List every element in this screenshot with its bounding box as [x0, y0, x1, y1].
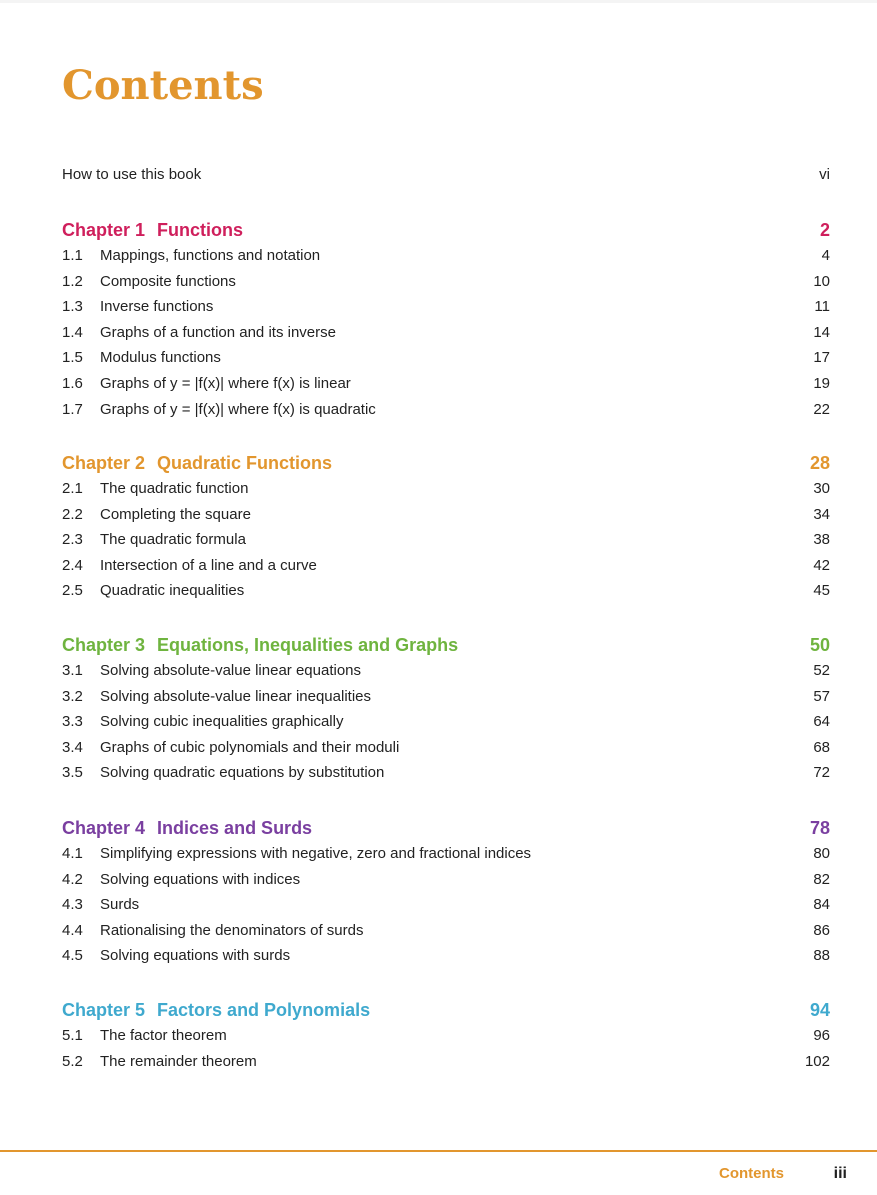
section-title: Surds — [100, 896, 140, 914]
section-number: 3.4 — [62, 738, 83, 756]
toc-section-row[interactable] — [62, 371, 830, 397]
toc-section-row[interactable] — [62, 1023, 830, 1049]
toc-section-row[interactable] — [62, 397, 830, 423]
section-page: 14 — [813, 323, 830, 341]
section-page: 52 — [813, 662, 830, 679]
toc-section-row[interactable] — [62, 502, 830, 528]
section-title: Simplifying expressions with negative, zero and fractional indices — [100, 845, 532, 862]
section-list — [62, 841, 830, 969]
chapter-page: 50 — [809, 635, 830, 655]
toc-section-row[interactable] — [62, 735, 830, 761]
chapter-3 — [62, 632, 830, 786]
section-number: 2.1 — [62, 480, 83, 497]
section-title: Graphs of y = |f(x)| where f(x) is quadratic — [100, 400, 376, 418]
section-title: Rationalising the denominators of surds — [100, 921, 364, 939]
section-page: 42 — [813, 556, 830, 574]
toc-section-row[interactable] — [62, 527, 830, 553]
section-number: 4.2 — [62, 870, 83, 888]
section-number: 1.6 — [62, 374, 83, 392]
toc-section-row[interactable] — [62, 345, 830, 371]
section-page: 17 — [813, 349, 830, 367]
chapter-number: Chapter 3 — [62, 635, 146, 655]
section-number: 2.3 — [62, 531, 83, 549]
section-page: 57 — [813, 687, 830, 705]
section-list — [62, 243, 830, 422]
section-number: 3.5 — [62, 764, 83, 782]
toc-section-row[interactable] — [62, 943, 830, 969]
chapter-number: Chapter 4 — [62, 818, 146, 838]
chapter-number: Chapter 2 — [62, 453, 146, 473]
section-page: 38 — [813, 531, 830, 549]
toc-section-row[interactable] — [62, 658, 830, 684]
section-title: Quadratic inequalities — [100, 582, 245, 600]
section-number: 4.4 — [62, 921, 83, 939]
toc-section-row[interactable] — [62, 578, 830, 604]
chapter-heading[interactable] — [62, 997, 830, 1023]
toc-section-row[interactable] — [62, 269, 830, 295]
chapter-title: Factors and Polynomials — [157, 1000, 371, 1020]
section-title: Composite functions — [100, 272, 236, 290]
toc-section-row[interactable] — [62, 294, 830, 320]
section-page: 96 — [813, 1027, 830, 1044]
section-number: 1.7 — [62, 400, 83, 418]
section-page: 34 — [813, 505, 830, 523]
toc-section-row[interactable] — [62, 709, 830, 735]
toc-intro-row[interactable] — [62, 164, 830, 186]
section-page: 80 — [813, 845, 830, 862]
section-number: 3.1 — [62, 662, 83, 679]
chapter-heading[interactable] — [62, 217, 830, 243]
chapter-title: Functions — [157, 220, 244, 240]
section-number: 4.5 — [62, 947, 83, 965]
chapter-title: Equations, Inequalities and Graphs — [157, 635, 459, 655]
toc-section-row[interactable] — [62, 243, 830, 269]
section-title: Solving quadratic equations by substitution — [100, 764, 385, 782]
section-page: 68 — [813, 738, 830, 756]
toc-section-row[interactable] — [62, 918, 830, 944]
footer-label: Contents — [719, 1165, 784, 1182]
section-number: 1.4 — [62, 323, 83, 341]
page-title: Contents — [62, 62, 264, 109]
section-page: 72 — [813, 764, 830, 782]
chapter-1 — [62, 217, 830, 422]
chapter-2 — [62, 450, 830, 604]
section-title: Solving cubic inequalities graphically — [100, 713, 344, 731]
toc-section-row[interactable] — [62, 684, 830, 710]
section-title: Completing the square — [100, 505, 251, 523]
section-number: 2.5 — [62, 582, 83, 600]
chapter-4 — [62, 815, 830, 969]
chapter-number: Chapter 1 — [62, 220, 146, 240]
section-page: 45 — [813, 582, 830, 600]
section-list — [62, 658, 830, 786]
chapter-heading[interactable] — [62, 815, 830, 841]
section-title: The factor theorem — [100, 1027, 227, 1044]
section-title: Intersection of a line and a curve — [100, 556, 317, 574]
chapter-page: 94 — [809, 1000, 830, 1020]
chapter-number: Chapter 5 — [62, 1000, 146, 1020]
section-title: Solving equations with indices — [100, 870, 301, 888]
section-title: Mappings, functions and notation — [100, 247, 321, 264]
toc-section-row[interactable] — [62, 553, 830, 579]
toc-section-row[interactable] — [62, 320, 830, 346]
section-title: Graphs of y = |f(x)| where f(x) is linear — [100, 374, 351, 392]
section-page: 88 — [813, 947, 830, 965]
section-page: 10 — [813, 272, 830, 290]
section-list — [62, 476, 830, 604]
toc-section-row[interactable] — [62, 1049, 830, 1075]
section-number: 1.1 — [62, 247, 83, 264]
section-number: 2.4 — [62, 556, 83, 574]
section-number: 1.2 — [62, 272, 83, 290]
section-title: Solving equations with surds — [100, 947, 291, 965]
section-page: 11 — [814, 298, 830, 316]
section-title: The quadratic formula — [100, 531, 246, 549]
section-title: The remainder theorem — [100, 1052, 257, 1070]
section-title: The quadratic function — [100, 480, 249, 497]
section-page: 86 — [813, 921, 830, 939]
intro-label: How to use this book — [62, 166, 202, 183]
top-edge-rule — [0, 0, 877, 3]
section-number: 2.2 — [62, 505, 83, 523]
section-number: 5.1 — [62, 1027, 83, 1044]
section-title: Graphs of cubic polynomials and their moduli — [100, 738, 400, 756]
section-page: 22 — [813, 400, 830, 418]
section-number: 1.3 — [62, 298, 83, 316]
toc-section-row[interactable] — [62, 760, 830, 786]
chapter-heading[interactable] — [62, 450, 830, 476]
section-page: 19 — [813, 374, 830, 392]
footer-rule — [0, 1150, 877, 1152]
toc-section-row[interactable] — [62, 476, 830, 502]
section-number: 4.1 — [62, 845, 83, 862]
intro-page: vi — [819, 166, 830, 183]
section-page: 4 — [821, 247, 830, 264]
toc-section-row[interactable] — [62, 892, 830, 918]
chapter-title: Indices and Surds — [157, 818, 313, 838]
section-list — [62, 1023, 830, 1074]
section-page: 82 — [813, 870, 830, 888]
section-page: 84 — [813, 896, 830, 914]
toc-section-row[interactable] — [62, 867, 830, 893]
chapter-heading[interactable] — [62, 632, 830, 658]
section-number: 4.3 — [62, 896, 83, 914]
footer-page-number: iii — [833, 1165, 847, 1182]
toc-section-row[interactable] — [62, 841, 830, 867]
section-number: 3.2 — [62, 687, 83, 705]
section-page: 30 — [813, 480, 830, 497]
chapter-page: 78 — [809, 818, 830, 838]
section-title: Inverse functions — [100, 298, 214, 316]
section-title: Modulus functions — [100, 349, 221, 367]
section-page: 102 — [804, 1052, 830, 1070]
chapter-page: 2 — [819, 220, 830, 240]
chapter-5 — [62, 997, 830, 1074]
chapter-page: 28 — [809, 453, 830, 473]
section-number: 1.5 — [62, 349, 83, 367]
section-title: Solving absolute-value linear inequalities — [100, 687, 372, 705]
section-page: 64 — [813, 713, 830, 731]
section-title: Solving absolute-value linear equations — [100, 662, 362, 679]
section-number: 3.3 — [62, 713, 83, 731]
section-title: Graphs of a function and its inverse — [100, 323, 336, 341]
section-number: 5.2 — [62, 1052, 83, 1070]
chapter-title: Quadratic Functions — [157, 453, 333, 473]
